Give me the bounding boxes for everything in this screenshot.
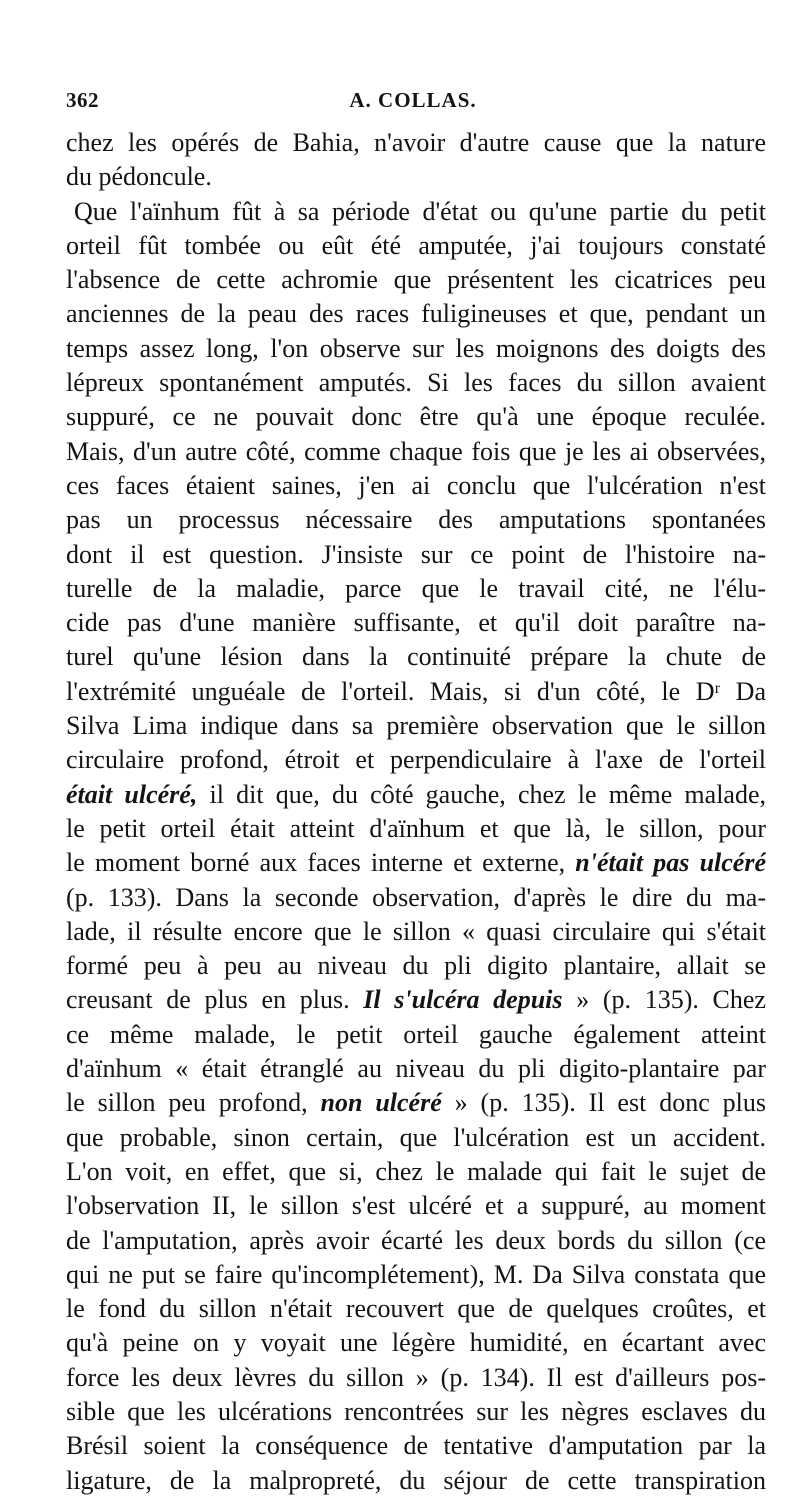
text-line: lade, il résulte encore que le sillon « quasi circulaire qui s'était bbox=[66, 916, 766, 946]
text-line: turel qu'une lésion dans la continuité prépare la chute de bbox=[66, 642, 766, 672]
text-segment: creusant de plus en plus. bbox=[66, 985, 364, 1015]
text-line: l'observation II, le sillon s'est ulcéré et a suppuré, au moment bbox=[66, 1191, 766, 1221]
text-line: (p. 133). Dans la seconde observation, d'après le dire du ma- bbox=[66, 882, 766, 912]
text-line: Silva Lima indique dans sa première observation que le sillon bbox=[66, 711, 766, 741]
text-line: suppuré, ce ne pouvait donc être qu'à une époque reculée. bbox=[66, 402, 766, 432]
text-line: qui ne put se faire qu'incomplétement), M. Da Silva constata que bbox=[66, 1259, 766, 1289]
text-segment: » (p. 135). Chez bbox=[562, 985, 766, 1015]
text-segment: le sillon peu profond, bbox=[66, 1088, 321, 1118]
text-line: circulaire profond, étroit et perpendiculaire à l'axe de l'orteil bbox=[66, 745, 766, 775]
text-line: dont il est question. J'insiste sur ce point de l'histoire na- bbox=[66, 539, 766, 569]
text-line: qu'à peine on y voyait une légère humidité, en écartant avec bbox=[66, 1328, 766, 1358]
text-line: le fond du sillon n'était recouvert que de quelques croûtes, et bbox=[66, 1294, 766, 1324]
running-head: A. COLLAS. bbox=[349, 88, 477, 112]
text-line: cide pas d'une manière suffisante, et qu'il doit paraître na- bbox=[66, 608, 766, 638]
text-line: l'absence de cette achromie que présentent les cicatrices peu bbox=[66, 265, 766, 295]
text-line: que probable, sinon certain, que l'ulcération est un accident. bbox=[66, 1122, 766, 1152]
text-line: formé peu à peu au niveau du pli digito plantaire, allait se bbox=[66, 951, 766, 981]
text-line: du pédoncule. bbox=[66, 162, 212, 192]
text-line: ce même malade, le petit orteil gauche également atteint bbox=[66, 1019, 766, 1049]
text-line: Brésil soient la conséquence de tentative d'amputation par la bbox=[66, 1431, 766, 1461]
text-line: L'on voit, en effet, que si, chez le malade qui fait le sujet de bbox=[66, 1156, 766, 1186]
text-line: chez les opérés de Bahia, n'avoir d'autre cause que la nature bbox=[66, 128, 766, 157]
text-line: turelle de la maladie, parce que le travail cité, ne l'élu- bbox=[66, 573, 766, 603]
text-line: temps assez long, l'on observe sur les moignons des doigts des bbox=[66, 333, 766, 363]
text-line: ces faces étaient saines, j'en ai conclu que l'ulcération n'est bbox=[66, 470, 766, 500]
text-segment: » (p. 135). Il est donc plus bbox=[441, 1088, 766, 1118]
text-segment: le moment borné aux faces interne et externe, bbox=[66, 848, 576, 878]
italic-phrase: était ulcéré, bbox=[66, 779, 198, 809]
text-line: Mais, d'un autre côté, comme chaque fois que je les ai observées, bbox=[66, 436, 766, 466]
body-text bbox=[66, 126, 766, 1498]
text-line: anciennes de la peau des races fuligineuses et que, pendant un bbox=[66, 299, 766, 329]
text-line: force les deux lèvres du sillon » (p. 134). Il est d'ailleurs pos- bbox=[66, 1362, 766, 1392]
italic-phrase: n'était pas ulcéré bbox=[575, 848, 766, 878]
text-line: ligature, de la malpropreté, du séjour de cette transpiration bbox=[66, 1465, 766, 1495]
italic-phrase: Il s'ulcéra depuis bbox=[363, 985, 563, 1015]
text-line: l'extrémité unguéale de l'orteil. Mais, si d'un côté, le Dʳ Da bbox=[66, 676, 766, 706]
text-line: orteil fût tombée ou eût été amputée, j'ai toujours constaté bbox=[66, 230, 766, 260]
text-line bbox=[66, 1086, 766, 1120]
page-number: 362 bbox=[66, 88, 99, 112]
text-line: sible que les ulcérations rencontrées sur les nègres esclaves du bbox=[66, 1396, 766, 1426]
text-line: de l'amputation, après avoir écarté les deux bords du sillon (ce bbox=[66, 1225, 766, 1255]
text-line bbox=[66, 983, 766, 1017]
page-header bbox=[66, 88, 760, 118]
text-line: Que l'aïnhum fût à sa période d'état ou qu'une partie du petit bbox=[74, 196, 766, 226]
text-line: d'aïnhum « était étranglé au niveau du pli digito-plantaire par bbox=[66, 1054, 766, 1084]
text-line bbox=[66, 778, 766, 812]
text-segment: il dit que, du côté gauche, chez le même malade, bbox=[197, 779, 766, 809]
text-line: le petit orteil était atteint d'aïnhum et que là, le sillon, pour bbox=[66, 813, 766, 843]
text-line bbox=[66, 846, 766, 880]
italic-phrase: non ulcéré bbox=[320, 1088, 442, 1118]
text-line: pas un processus nécessaire des amputations spontanées bbox=[66, 505, 766, 535]
text-line: lépreux spontanément amputés. Si les faces du sillon avaient bbox=[66, 368, 766, 398]
